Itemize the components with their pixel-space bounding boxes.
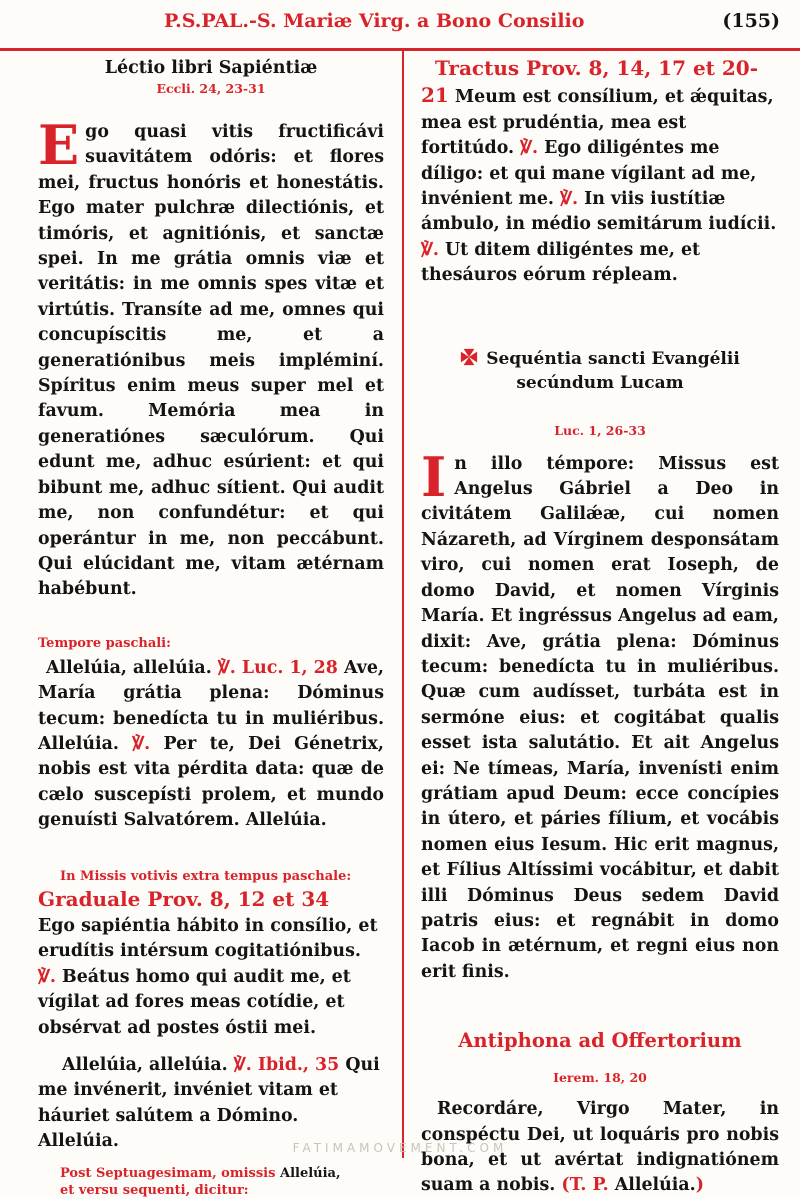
votive-alleluia-text: Qui me invénerit, invéniet vitam et háuriet salútem a Dómino. Allelúia. — [38, 1055, 380, 1152]
paschal-text-1: Ave, María grátia plena: Dóminus tecum: benedícta tu in muliéribus. Allelúia. — [38, 657, 384, 754]
votive-alleluia-intro: Allelúia, allelúia. — [62, 1055, 228, 1075]
page-header — [0, 0, 800, 51]
tractus-text-4: Ut ditem diligéntes me, et thesáuros eórum répleam. — [421, 239, 701, 286]
tractus — [421, 56, 779, 289]
tp-close: ) — [695, 1175, 704, 1196]
page-number: (155) — [722, 10, 780, 32]
offertorium-reference: Ierem. 18, 20 — [553, 1070, 647, 1086]
gospel-title-line1: Sequéntia sancti Evangélii — [486, 348, 740, 369]
tractus-text-2: Ego diligéntes me díligo: et qui mane vígilant ad me, invénient me. — [421, 138, 757, 210]
versicle-symbol: ℣. — [520, 138, 539, 159]
versicle-symbol: ℣. — [233, 1055, 252, 1075]
versicle-symbol: ℣. — [217, 657, 236, 678]
paschal-alleluia — [38, 656, 384, 834]
graduale-verse: Beátus homo qui audit me, et vígilat ad fores meas cotídie, et obsérvat ad postes óstii mei. — [38, 966, 351, 1038]
offertorium-alleluia: Allelúia. — [614, 1175, 696, 1196]
gospel-title — [421, 347, 779, 395]
paschal-alleluia-intro: Allelúia, allelúia. — [46, 657, 212, 678]
versicle-symbol: ℣. — [132, 733, 151, 754]
offertorium-body: Recordáre, Virgo Mater, in conspéctu Dei, ut loquáris pro nobis bona, et ut avértat indignatiónem suam a nobis. — [421, 1099, 779, 1196]
tractus-text-3: In viis iustítiæ ámbulo, in médio semitárum iudícii. — [421, 189, 777, 235]
paschal-text-2: Per te, Dei Génetrix, nobis est vita pérdita data: quæ de cælo suscepísti prolem, et mundo genuísti Salvatórem. Allelúia. — [38, 733, 384, 831]
post-septuagesimam-rubric — [38, 1165, 384, 1199]
paschal-reference: Luc. 1, 28 — [241, 657, 338, 678]
versicle-symbol: ℣. — [560, 189, 579, 210]
post-rubric-alleluia: Allelúia, — [279, 1165, 341, 1181]
versicle-symbol: ℣. — [421, 239, 439, 260]
tempore-paschali-mark: (T. P. — [561, 1175, 609, 1196]
gospel-text — [421, 444, 779, 986]
lectio-reference: Eccli. 24, 23-31 — [156, 81, 266, 96]
versicle-symbol: ℣. — [38, 966, 56, 987]
graduale-text: Ego sapiéntia hábito in consílio, et erudítis intérsum cogitatiónibus. — [38, 915, 378, 962]
gospel-body: n illo témpore: Missus est Angelus Gábriel a Deo in civitátem Galilǽæ, cui nomen Názareth, ad Vírginem desponsátam viro, cui nomen erat Ioseph, de domo David, et nomen Vírginis María. Et ingréssus Angelus ad eam, dixit: Ave, grátia plena: Dóminus tecum: benedícta tu in muliéribus. Quæ cum audísset, turbáta est in sermóne eius: et cogitábat qualis esset ista salutátio. Et ait Angelus ei: Ne tímeas, María, invenísti enim grátiam apud Deum: ecce concípies in útero, et páries fílium, et vocábis nomen eius Iesum. Hic erit magnus, et Fílius Altíssimi vocábitur, et dabit illi Dóminus Deus sedem David patris eius: et regnábit in domo Iacob in ætérnum, et regni eius non erit finis. — [421, 453, 779, 982]
watermark: FATIMAMOVEMENT.COM — [292, 1141, 508, 1155]
column-divider — [402, 51, 404, 1158]
graduale — [38, 887, 384, 1041]
offertorium-title: Antiphona ad Offertorium — [458, 1029, 742, 1053]
gospel-reference: Luc. 1, 26-33 — [554, 422, 646, 438]
post-rubric-red: Post Septuagesimam, omissis — [60, 1165, 276, 1181]
lectio-text — [38, 113, 384, 603]
post-rubric-red-2: et versu sequenti, dicitur: — [60, 1182, 249, 1198]
tempore-paschali-rubric: Tempore paschali: — [38, 635, 171, 651]
running-title: P.S.PAL.-S. Mariæ Virg. a Bono Consilio — [164, 10, 585, 32]
votive-rubric: In Missis votivis extra tempus paschale: — [60, 868, 352, 884]
lectio-body: go quasi vitis fructificávi suavitátem odóris: et flores mei, fructus honóris et honestátis. Ego mater pulchræ dilectiónis, et timóris, et agnitiónis, et sanctæ spei. In me grátia omnis viæ et veritátis: in me omnis spes vitæ et virtútis. Transíte ad me, omnes qui concupíscitis me, et a generatiónibus meis impléminí. Spíritus enim meus super mel et favum. Memória mea in generatiónes sæculórum. Qui edunt me, adhuc esúrient: et qui bibunt me, adhuc sítient. Qui audit me, non confundétur: et qui operántur in me, non peccábunt. Qui elúcidant me, vitam ætérnam habébunt. — [38, 122, 384, 600]
right-column — [421, 48, 779, 1199]
tractus-heading: Tractus Prov. 8, 14, 17 et 20-21 — [421, 56, 759, 108]
drop-cap-i: I — [421, 444, 447, 509]
gospel-title-line2: secúndum Lucam — [516, 372, 684, 393]
votive-alleluia-reference: Ibid., 35 — [257, 1055, 340, 1075]
tractus-text-1: Meum est consílium, et ǽquitas, mea est prudéntia, mea est fortitúdo. — [421, 87, 774, 159]
lectio-title: Léctio libri Sapiéntiæ — [104, 58, 318, 78]
left-column — [38, 48, 384, 1199]
maltese-cross-icon — [460, 348, 478, 366]
drop-cap-e: E — [38, 113, 80, 177]
graduale-heading: Graduale Prov. 8, 12 et 34 — [38, 886, 330, 911]
votive-alleluia — [38, 1053, 384, 1155]
